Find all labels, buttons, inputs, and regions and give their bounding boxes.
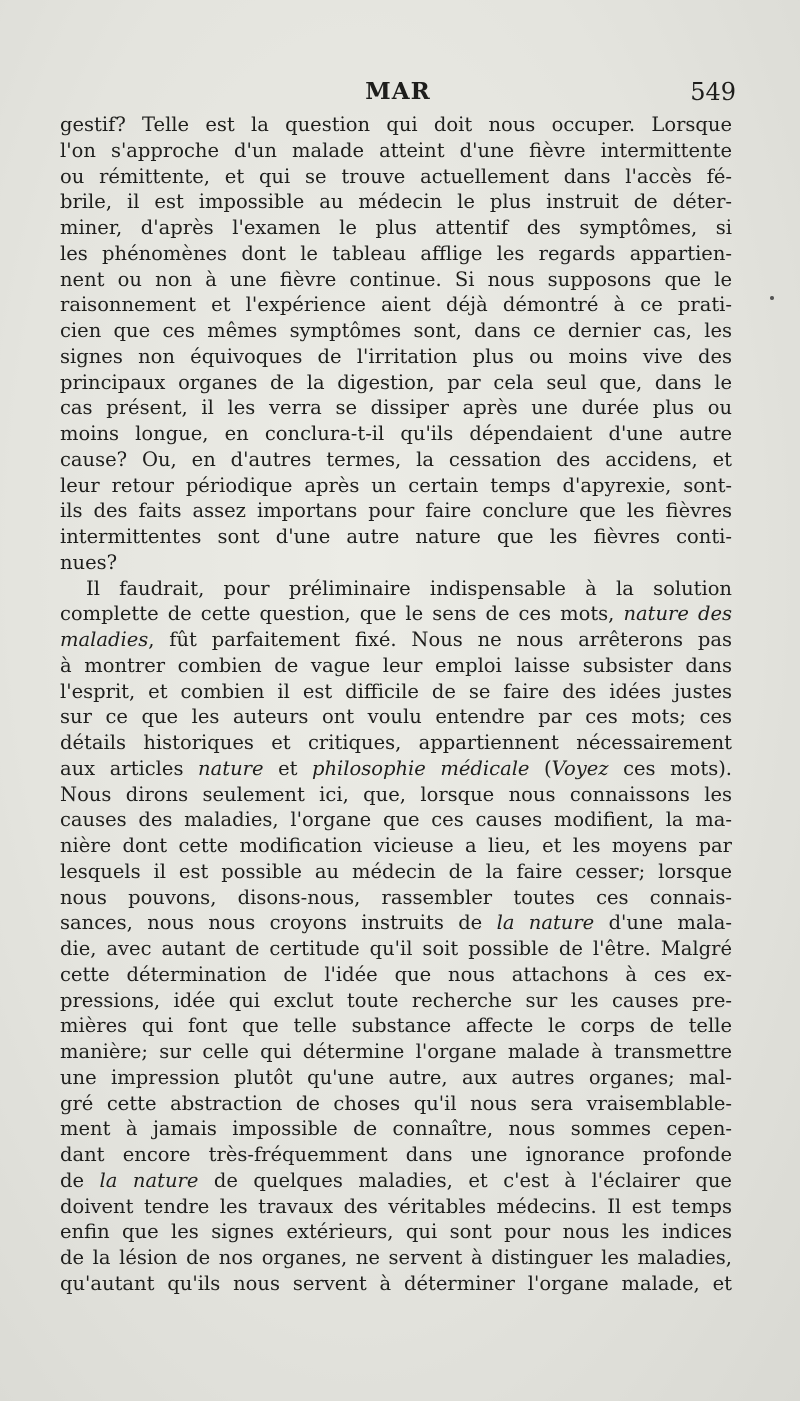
italic-text: nature xyxy=(198,756,264,780)
text-line xyxy=(60,988,732,1014)
text-segment: gré cette abstraction de choses qu'il nous sera vraisemblable- xyxy=(60,1091,732,1115)
text-line xyxy=(60,601,732,627)
text-line xyxy=(60,421,732,447)
text-line xyxy=(60,550,732,576)
text-segment: complette de cette question, que le sens de ces mots, xyxy=(60,602,624,626)
text-segment: principaux organes de la digestion, par cela seul que, dans le xyxy=(60,370,732,394)
text-line xyxy=(60,756,732,782)
text-segment: doivent tendre les travaux des véritables médecins. Il est temps xyxy=(60,1194,732,1218)
text-line xyxy=(60,962,732,988)
text-segment: cien que ces mêmes symptômes sont, dans ce dernier cas, les xyxy=(60,319,732,342)
text-segment: l'esprit, et combien il est difficile de se faire des idées justes xyxy=(60,679,732,703)
text-segment: sur ce que les auteurs ont voulu entendre par ces mots; ces xyxy=(60,705,732,729)
text-line xyxy=(60,318,732,344)
text-segment: Nous dirons seulement ici, que, lorsque nous connaissons les xyxy=(60,782,732,806)
text-line xyxy=(60,292,732,318)
text-line xyxy=(60,807,732,833)
italic-text: Voyez xyxy=(551,756,609,780)
text-line xyxy=(60,138,732,164)
text-segment: moins longue, en conclura-t-il qu'ils dépendaient d'une autre xyxy=(60,422,732,445)
italic-text: nature des xyxy=(623,602,732,626)
text-line xyxy=(60,1219,732,1245)
text-line xyxy=(60,395,732,421)
text-line xyxy=(60,885,732,911)
text-line xyxy=(60,833,732,859)
body-text xyxy=(60,112,732,1297)
text-line xyxy=(60,164,732,190)
text-segment: leur retour périodique après un certain temps d'apyrexie, sont- xyxy=(60,473,732,497)
text-segment: sances, nous nous croyons instruits de xyxy=(60,911,497,935)
text-segment: miner, d'après l'examen le plus attentif des symptômes, si xyxy=(60,216,732,239)
text-line xyxy=(60,215,732,241)
text-segment: nent ou non à une fièvre continue. Si nous supposons que le xyxy=(60,267,732,291)
text-segment: intermittentes sont d'une autre nature que les fièvres conti- xyxy=(60,525,732,548)
text-segment: de la lésion de nos organes, ne servent à distinguer les maladies, xyxy=(60,1246,732,1269)
text-line xyxy=(60,1194,732,1220)
italic-text: maladies xyxy=(60,628,149,651)
text-segment: causes des maladies, l'organe que ces causes modifient, la ma- xyxy=(60,808,732,832)
text-line xyxy=(60,679,732,705)
text-line xyxy=(60,704,732,730)
text-segment: mières qui font que telle substance affecte le corps de telle xyxy=(60,1014,732,1038)
text-segment: lesquels il est possible au médecin de la faire cesser; lorsque xyxy=(60,859,732,883)
text-segment: ils des faits assez importans pour faire conclure que les fièvres xyxy=(60,499,732,523)
running-head: MAR xyxy=(365,78,431,105)
text-line xyxy=(60,1168,732,1194)
text-line xyxy=(60,859,732,885)
text-segment: ou rémittente, et qui se trouve actuellement dans l'accès fé- xyxy=(60,164,732,188)
text-segment: manière; sur celle qui détermine l'organe malade à transmettre xyxy=(60,1040,732,1063)
text-segment: nous pouvons, disons-nous, rassembler toutes ces connais- xyxy=(60,885,732,909)
text-line xyxy=(60,782,732,808)
text-segment: die, avec autant de certitude qu'il soit possible de l'être. Malgré xyxy=(60,937,732,960)
text-segment: Il faudrait, pour préliminaire indispensable à la solution xyxy=(86,576,732,600)
text-segment: de quelques maladies, et c'est à l'éclairer que xyxy=(198,1168,732,1192)
text-segment: de xyxy=(60,1168,100,1192)
text-line xyxy=(60,498,732,524)
text-line xyxy=(60,189,732,215)
text-line xyxy=(60,473,732,499)
text-segment: ( xyxy=(529,756,552,780)
text-segment: une impression plutôt qu'une autre, aux autres organes; mal- xyxy=(60,1065,732,1089)
text-line xyxy=(60,1091,732,1117)
text-line xyxy=(60,1271,732,1297)
page-number: 549 xyxy=(690,78,736,106)
paper-speck xyxy=(770,296,774,300)
text-line xyxy=(60,370,732,396)
text-line xyxy=(60,653,732,679)
text-segment: nière dont cette modification vicieuse a lieu, et les moyens par xyxy=(60,834,732,857)
text-segment: dant encore très-fréquemment dans une ignorance profonde xyxy=(60,1143,732,1166)
italic-text: la nature xyxy=(99,1168,199,1192)
text-line xyxy=(60,1142,732,1168)
text-line xyxy=(60,447,732,473)
text-line xyxy=(60,730,732,756)
text-line xyxy=(60,1065,732,1091)
text-line xyxy=(60,910,732,936)
text-segment: cause? Ou, en d'autres termes, la cessation des accidens, et xyxy=(60,447,732,471)
text-line xyxy=(60,344,732,370)
text-segment: détails historiques et critiques, appartiennent nécessairement xyxy=(60,731,732,754)
text-segment: à montrer combien de vague leur emploi laisse subsister dans xyxy=(60,653,732,677)
text-line xyxy=(60,524,732,550)
text-segment: , fût parfaitement fixé. Nous ne nous arrêterons pas xyxy=(148,628,732,651)
text-line xyxy=(60,1039,732,1065)
italic-text: la nature xyxy=(496,911,595,935)
text-segment: l'on s'approche d'un malade atteint d'une fièvre intermittente xyxy=(60,138,732,162)
text-segment: cette détermination de l'idée que nous attachons à ces ex- xyxy=(60,962,732,986)
text-segment: enfin que les signes extérieurs, qui sont pour nous les indices xyxy=(60,1220,732,1244)
text-line xyxy=(60,1116,732,1142)
text-line xyxy=(60,936,732,962)
text-segment: gestif? Telle est la question qui doit nous occuper. Lorsque xyxy=(60,113,732,136)
text-segment: pressions, idée qui exclut toute recherche sur les causes pre- xyxy=(60,988,732,1012)
text-segment: nues? xyxy=(60,550,118,574)
text-segment: d'une mala- xyxy=(594,911,732,935)
text-line xyxy=(60,1245,732,1271)
text-segment: ces mots). xyxy=(608,756,733,780)
italic-text: philosophie médicale xyxy=(312,756,530,780)
text-line xyxy=(60,1013,732,1039)
text-segment: ment à jamais impossible de connaître, nous sommes cepen- xyxy=(60,1117,732,1141)
text-segment: et xyxy=(263,756,313,780)
text-segment: cas présent, il les verra se dissiper après une durée plus ou xyxy=(60,396,732,420)
text-line xyxy=(60,267,732,293)
text-segment: aux articles xyxy=(60,756,199,780)
text-segment: brile, il est impossible au médecin le plus instruit de déter- xyxy=(60,190,732,214)
text-segment: signes non équivoques de l'irritation plus ou moins vive des xyxy=(60,344,732,368)
text-line xyxy=(60,576,732,602)
text-line xyxy=(60,241,732,267)
text-line xyxy=(60,627,732,653)
text-segment: raisonnement et l'expérience aient déjà démontré à ce prati- xyxy=(60,293,732,317)
text-line xyxy=(60,112,732,138)
text-segment: qu'autant qu'ils nous servent à déterminer l'organe malade, et xyxy=(60,1271,732,1295)
text-segment: les phénomènes dont le tableau afflige les regards appartien- xyxy=(60,241,732,265)
page-header xyxy=(60,78,736,108)
